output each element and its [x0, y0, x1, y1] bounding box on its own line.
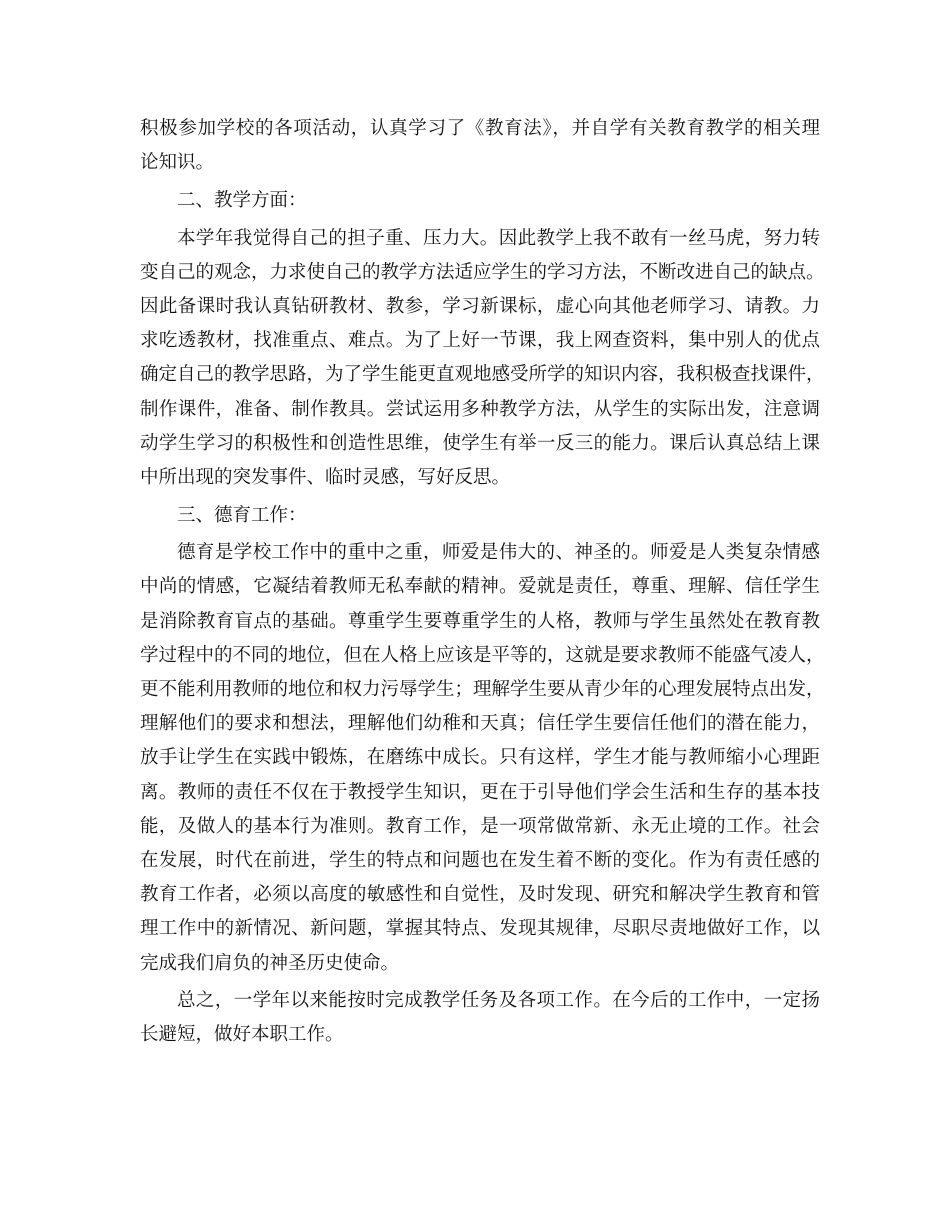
text-line: 总之，一学年以来能按时完成教学任务及各项工作。在今后的工作中，一定扬: [177, 990, 820, 1012]
text-line: 中尚的情感，它凝结着教师无私奉献的精神。爱就是责任，尊重、理解、信任学生: [140, 576, 820, 598]
text-line: 能，及做人的基本行为准则。教育工作，是一项常做常新、永无止境的工作。社会: [140, 815, 820, 837]
text-line: 理解他们的要求和想法，理解他们幼稚和天真；信任学生要信任他们的潜在能力，: [140, 713, 820, 735]
text-line: 求吃透教材，找准重点、难点。为了上好一节课，我上网查资料，集中别人的优点: [140, 330, 820, 352]
text-line: 放手让学生在实践中锻炼，在磨练中成长。只有这样，学生才能与教师缩小心理距: [140, 747, 820, 769]
text-line: 德育是学校工作中的重中之重，师爱是伟大的、神圣的。师爱是人类复杂情感: [177, 542, 820, 564]
text-line: 在发展，时代在前进，学生的特点和问题也在发生着不断的变化。作为有责任感的: [140, 849, 820, 871]
text-line: 积极参加学校的各项活动，认真学习了《教育法》，并自学有关教育教学的相关理: [140, 118, 820, 139]
text-line: 中所出现的突发事件、临时灵感，写好反思。: [140, 466, 511, 488]
text-line: 更不能利用教师的地位和权力污辱学生；理解学生要从青少年的心理发展特点出发，: [140, 679, 825, 700]
text-line: 离。教师的责任不仅在于教授学生知识，更在于引导他们学会生活和生存的基本技: [140, 781, 820, 803]
text-line: 动学生学习的积极性和创造性思维，使学生有举一反三的能力。课后认真总结上课: [140, 432, 820, 454]
text-line: 完成我们肩负的神圣历史使命。: [140, 952, 400, 974]
paragraph-teaching: [140, 222, 825, 496]
heading-text: 二、教学方面：: [177, 189, 307, 211]
text-line: 理工作中的新情况、新问题，掌握其特点、发现其规律，尽职尽责地做好工作，以: [140, 918, 820, 940]
text-line: 制作课件，准备、制作教具。尝试运用多种教学方法，从学生的实际出发，注意调: [140, 398, 820, 420]
text-line: 是消除教育盲点的基础。尊重学生要尊重学生的人格，教师与学生虽然处在教育教: [140, 610, 820, 632]
section-heading-moral: [140, 499, 820, 533]
text-line: 确定自己的教学思路，为了学生能更直观地感受所学的知识内容，我积极查找课件，: [140, 364, 825, 386]
document-body: [140, 112, 825, 1056]
text-line: 长避短，做好本职工作。: [140, 1024, 344, 1046]
heading-text: 三、德育工作：: [177, 504, 307, 526]
paragraph-conclusion: [140, 984, 820, 1052]
paragraph-activities: [140, 112, 820, 180]
section-heading-teaching: [140, 184, 820, 218]
text-line: 论知识。: [140, 152, 215, 174]
text-line: 变自己的观念，力求使自己的教学方法适应学生的学习方法，不断改进自己的缺点。: [140, 261, 825, 283]
text-line: 因此备课时我认真钻研教材、教参，学习新课标，虚心向其他老师学习、请教。力: [140, 295, 820, 317]
text-line: 本学年我觉得自己的担子重、压力大。因此教学上我不敢有一丝马虎，努力转: [177, 227, 820, 249]
text-line: 学过程中的不同的地位，但在人格上应该是平等的，这就是要求教师不能盛气凌人，: [140, 644, 825, 666]
text-line: 教育工作者，必须以高度的敏感性和自觉性，及时发现、研究和解决学生教育和管: [140, 884, 820, 906]
paragraph-moral: [140, 536, 825, 980]
